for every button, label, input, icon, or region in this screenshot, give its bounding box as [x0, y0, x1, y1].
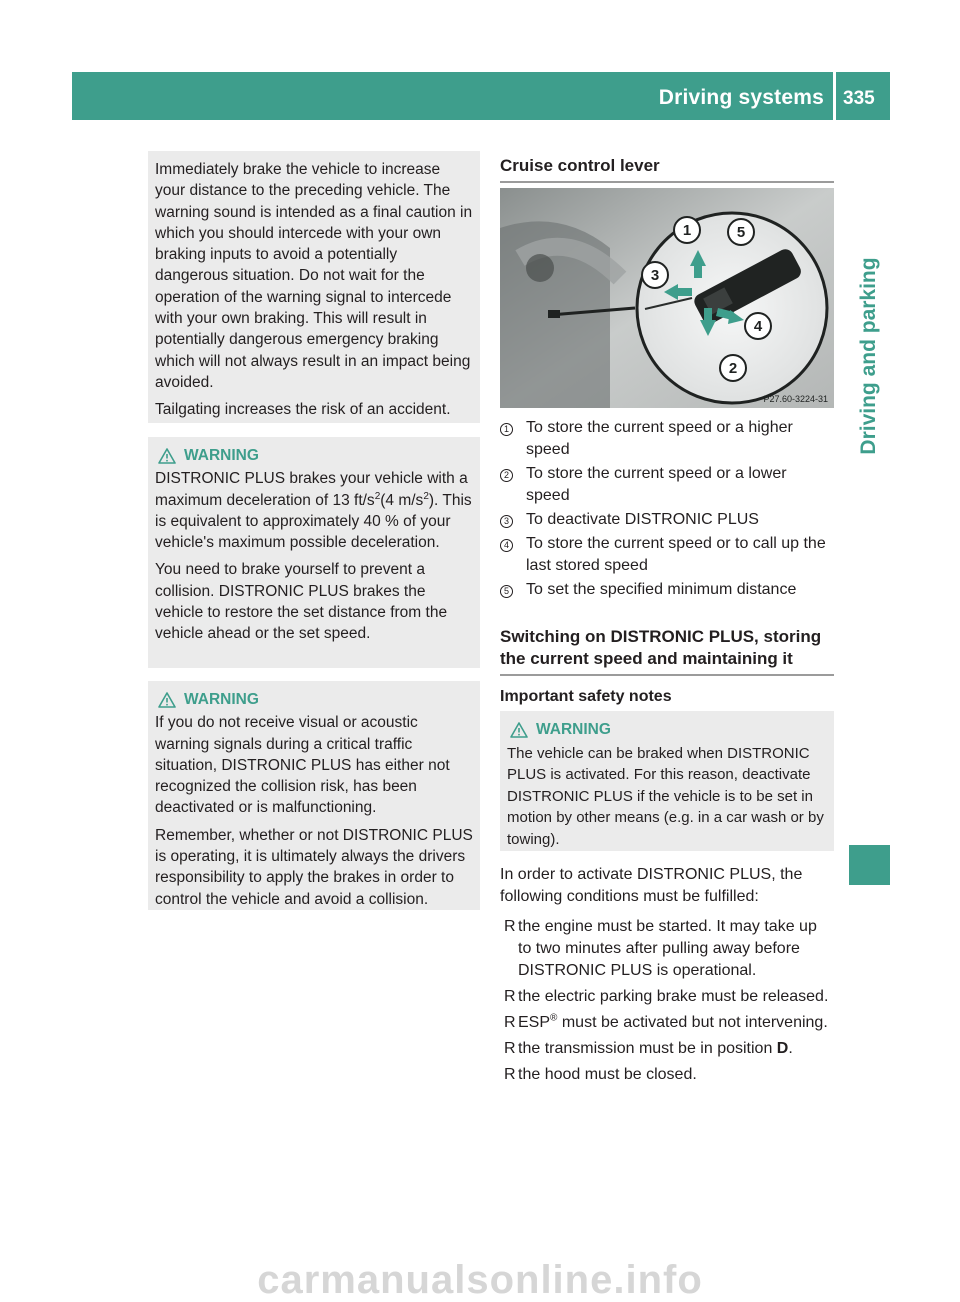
legend-text: To deactivate DISTRONIC PLUS: [526, 511, 759, 528]
list-item-text: the hood must be closed.: [518, 1066, 697, 1083]
conditions-intro: In order to activate DISTRONIC PLUS, the following conditions must be fulfilled:: [500, 866, 803, 905]
chapter-marker-square: [849, 845, 890, 885]
page-number: 335: [843, 88, 875, 109]
legend-number: 5: [500, 585, 513, 598]
list-item-text: [518, 1012, 828, 1034]
watermark: carmanualsonline.info: [257, 1258, 703, 1302]
text-run: ESP: [518, 1014, 551, 1031]
warning-box-deceleration: [148, 437, 480, 668]
list-item: [500, 986, 834, 1008]
bullet-marker: R: [504, 918, 516, 935]
callout-2: 2: [728, 360, 738, 377]
list-item: [500, 1064, 834, 1086]
legend-item: [500, 579, 834, 601]
warning-label: WARNING: [184, 447, 259, 464]
subsection-title: Important safety notes: [500, 688, 672, 705]
text-run: .: [788, 1040, 793, 1057]
list-item: [500, 1012, 834, 1034]
instrument-gauge: [526, 254, 554, 282]
warning-paragraph: If you do not receive visual or acoustic warning signals during a critical traffic situation, DISTRONIC PLUS has either not recognized the collision risk, has been deactivated or is malfunctioning.: [155, 714, 450, 817]
list-item-text: the electric parking brake must be released.: [518, 988, 829, 1005]
legend-text: To set the specified minimum distance: [526, 581, 797, 598]
intro-paragraph: Immediately brake the vehicle to increase your distance to the preceding vehicle. The warning sound is intended as a final caution in which you should intercede with your own braking inputs to avoid a potentially dangerous situation. Do not wait for the operation of the warning signal to intercede with your own braking. This will result in potentially dangerous emergency braking which will not always result in an impact being avoided.: [155, 161, 473, 391]
intro-box: [148, 151, 480, 423]
legend-number: 2: [500, 469, 513, 482]
section-title-switching-on: Switching on DISTRONIC PLUS, storing the current speed and maintaining it: [500, 626, 834, 676]
bullet-marker: R: [504, 1014, 516, 1031]
list-item-text: the engine must be started. It may take up to two minutes after pulling away before DISTRONIC PLUS is operational.: [518, 918, 817, 979]
bullet-marker: R: [504, 988, 516, 1005]
warning-paragraph: The vehicle can be braked when DISTRONIC PLUS is activated. For this reason, deactivate DISTRONIC PLUS if the vehicle is to be set in motion by other means (e.g. in a car wash or by towing).: [507, 744, 824, 848]
warning-heading: [155, 689, 474, 710]
warning-label: WARNING: [536, 721, 611, 738]
bullet-marker: R: [504, 1040, 516, 1057]
chapter-label: Driving and parking: [857, 257, 880, 455]
conditions-list: [500, 916, 834, 1090]
legend-number: 1: [500, 423, 513, 436]
list-item: [500, 1038, 834, 1060]
text-run: must be activated but not intervening.: [557, 1014, 828, 1031]
figure-code: P27.60-3224-31: [763, 394, 828, 404]
legend-item: [500, 509, 834, 531]
warning-triangle-icon: [158, 448, 176, 464]
warning-label: WARNING: [184, 691, 259, 708]
warning-heading: [155, 445, 474, 466]
list-item-text: [518, 1038, 793, 1060]
legend-item: [500, 463, 834, 507]
warning-paragraph: [155, 468, 474, 553]
warning-box-malfunction: [148, 681, 480, 910]
lever-illustration: [500, 188, 834, 408]
chapter-side-tab: [849, 126, 890, 586]
intro-paragraph: Tailgating increases the risk of an accident.: [155, 401, 451, 419]
legend-number: 4: [500, 539, 513, 552]
header-divider: [833, 72, 836, 120]
gear-position: D: [776, 1040, 789, 1057]
running-header-title: Driving systems: [658, 86, 824, 109]
text-run: DISTRONIC PLUS brakes your vehicle with a maximum deceleration of 13 ft/s: [155, 470, 468, 509]
callout-4: 4: [753, 318, 763, 335]
bullet-marker: R: [504, 1066, 516, 1083]
warning-paragraph: You need to brake yourself to prevent a collision. DISTRONIC PLUS brakes the vehicle to restore the set distance from the vehicle ahead or the set speed.: [155, 561, 448, 643]
legend-item: [500, 533, 834, 577]
text-run: ). This is equivalent to approximately 40 % of your vehicle's maximum possible deceleration.: [155, 491, 472, 552]
cruise-control-lever-figure: [500, 188, 834, 408]
warning-triangle-icon: [510, 722, 528, 738]
registered-mark: ®: [550, 1012, 558, 1024]
warning-triangle-icon: [158, 692, 176, 708]
legend-text: To store the current speed or to call up the last stored speed: [526, 535, 826, 574]
section-title-cruise-control-lever: Cruise control lever: [500, 155, 834, 183]
superscript: 2: [374, 490, 381, 502]
figure-legend: [500, 417, 834, 603]
legend-item: [500, 417, 834, 461]
warning-paragraph: Remember, whether or not DISTRONIC PLUS is operating, it is ultimately always the drivers responsibility to apply the brakes in order to control the vehicle and avoid a collision.: [155, 826, 473, 908]
legend-number: 3: [500, 515, 513, 528]
callout-1: 1: [682, 222, 692, 239]
superscript: 2: [423, 490, 429, 502]
warning-box-car-wash: [500, 711, 834, 851]
list-item: [500, 916, 834, 982]
warning-heading: [507, 719, 828, 741]
legend-text: To store the current speed or a higher speed: [526, 419, 793, 458]
text-run: (4 m/s: [380, 491, 424, 509]
callout-5: 5: [736, 224, 746, 241]
legend-text: To store the current speed or a lower speed: [526, 465, 787, 504]
text-run: the transmission must be in position: [518, 1040, 777, 1057]
callout-3: 3: [650, 267, 660, 284]
